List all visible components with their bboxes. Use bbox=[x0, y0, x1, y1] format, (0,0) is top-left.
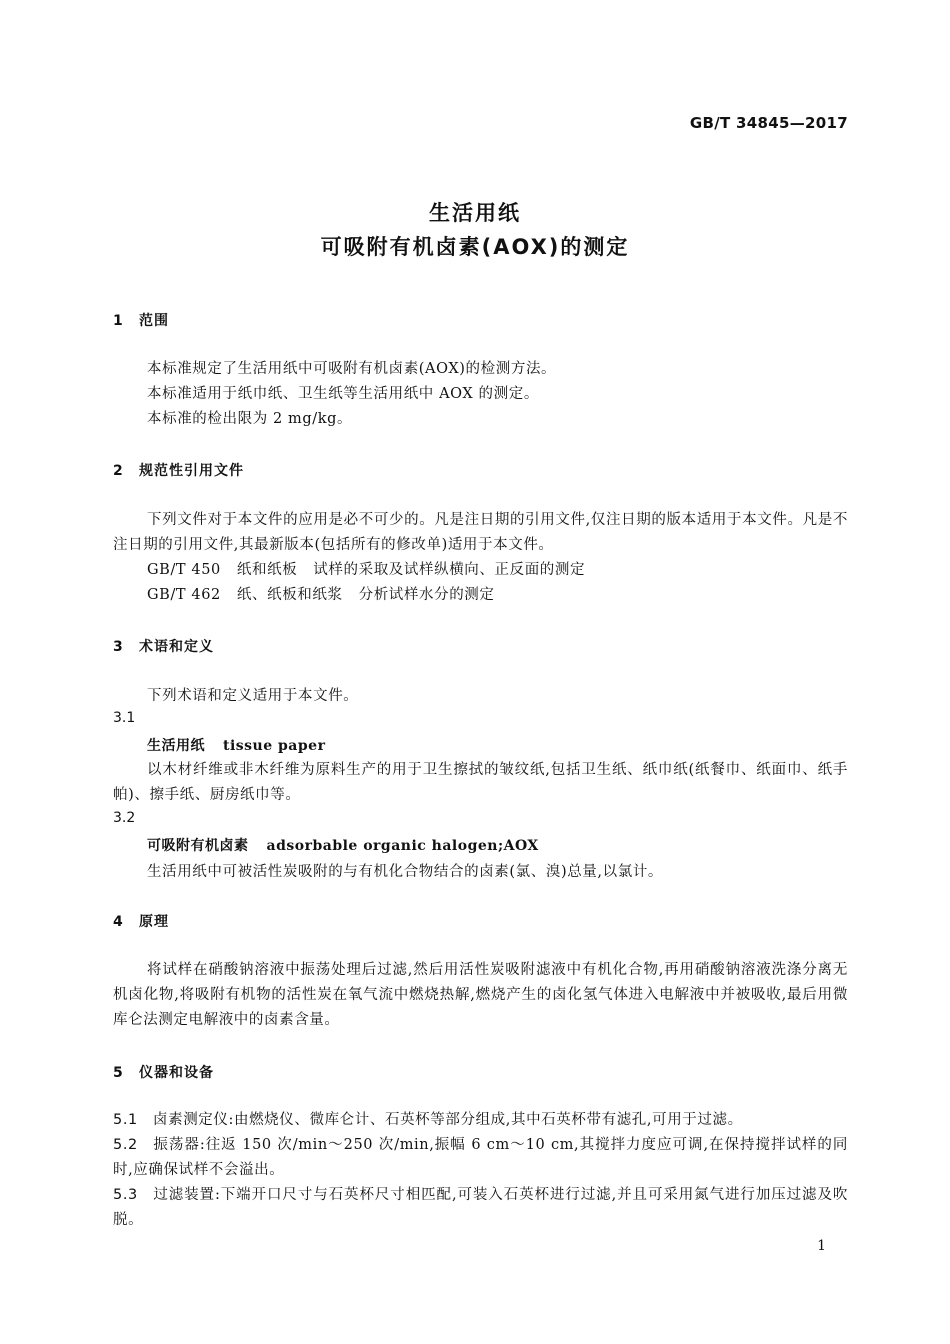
reference-code: GB/T 450 bbox=[147, 562, 221, 578]
item-number: 5.2 bbox=[113, 1137, 138, 1153]
section-number: 5 bbox=[113, 1065, 124, 1081]
item-number: 5.1 bbox=[113, 1112, 138, 1128]
reference-code: GB/T 462 bbox=[147, 587, 221, 603]
term-en: tissue paper bbox=[223, 738, 326, 754]
reference-title: 纸、纸板和纸浆 bbox=[236, 587, 343, 603]
item-number: 5.3 bbox=[113, 1187, 138, 1203]
list-item bbox=[113, 1183, 848, 1233]
section-title: 术语和定义 bbox=[139, 639, 214, 655]
term-en: adsorbable organic halogen;AOX bbox=[266, 838, 539, 854]
page-number: 1 bbox=[817, 1238, 826, 1254]
section-number: 3 bbox=[113, 639, 124, 655]
term-entry bbox=[147, 835, 539, 855]
term-definition: 生活用纸中可被活性炭吸附的与有机化合物结合的卤素(氯、溴)总量,以氯计。 bbox=[147, 864, 664, 880]
term-cn: 生活用纸 bbox=[147, 738, 205, 754]
item-text: 过滤装置:下端开口尺寸与石英杯尺寸相匹配,可装入石英杯进行过滤,并且可采用氮气进行加压过滤及吹脱。 bbox=[113, 1187, 848, 1228]
item-text: 卤素测定仪:由燃烧仪、微库仑计、石英杯等部分组成,其中石英杯带有滤孔,可用于过滤。 bbox=[153, 1112, 743, 1128]
section-number: 4 bbox=[113, 914, 124, 930]
paragraph: 下列术语和定义适用于本文件。 bbox=[147, 688, 359, 704]
section-3-heading bbox=[113, 636, 214, 656]
document-title-line2: 可吸附有机卤素(AOX)的测定 bbox=[320, 235, 630, 259]
reference-title: 纸和纸板 bbox=[236, 562, 298, 578]
paragraph: 将试样在硝酸钠溶液中振荡处理后过滤,然后用活性炭吸附滤液中有机化合物,再用硝酸钠溶液洗涤分离无机卤化物,将吸附有机物的活性炭在氧气流中燃烧热解,燃烧产生的卤化氢气体进入电解液中并被吸收,最后用微库仑法测定电解液中的卤素含量。 bbox=[113, 962, 848, 1028]
term-number: 3.2 bbox=[113, 810, 136, 826]
paragraph: 本标准适用于纸巾纸、卫生纸等生活用纸中 AOX 的测定。 bbox=[147, 386, 539, 402]
section-number: 1 bbox=[113, 313, 124, 329]
section-title: 范围 bbox=[139, 313, 169, 329]
reference-desc: 分析试样水分的测定 bbox=[358, 587, 495, 603]
term-entry bbox=[147, 735, 325, 755]
section-number: 2 bbox=[113, 463, 124, 479]
paragraph: 下列文件对于本文件的应用是必不可少的。凡是注日期的引用文件,仅注日期的版本适用于本文件。凡是不注日期的引用文件,其最新版本(包括所有的修改单)适用于本文件。 bbox=[113, 512, 848, 553]
section-1-heading bbox=[113, 310, 169, 330]
section-4-heading bbox=[113, 911, 169, 931]
reference-desc: 试样的采取及试样纵横向、正反面的测定 bbox=[313, 562, 586, 578]
reference-item bbox=[147, 583, 495, 604]
section-2-heading bbox=[113, 460, 244, 480]
term-number: 3.1 bbox=[113, 710, 136, 726]
document-title-line1: 生活用纸 bbox=[429, 201, 521, 225]
standard-code: GB/T 34845—2017 bbox=[689, 114, 848, 132]
section-title: 规范性引用文件 bbox=[139, 463, 244, 479]
paragraph: 本标准规定了生活用纸中可吸附有机卤素(AOX)的检测方法。 bbox=[147, 361, 557, 377]
item-text: 振荡器:往返 150 次/min～250 次/min,振幅 6 cm～10 cm,其搅拌力度应可调,在保持搅拌试样的同时,应确保试样不会溢出。 bbox=[113, 1137, 848, 1178]
reference-item bbox=[147, 558, 585, 579]
term-definition: 以木材纤维或非木纤维为原料生产的用于卫生擦拭的皱纹纸,包括卫生纸、纸巾纸(纸餐巾、纸面巾、纸手帕)、擦手纸、厨房纸巾等。 bbox=[113, 762, 848, 803]
section-5-heading bbox=[113, 1062, 214, 1082]
section-title: 仪器和设备 bbox=[139, 1065, 214, 1081]
section-title: 原理 bbox=[139, 914, 169, 930]
list-item bbox=[113, 1108, 848, 1133]
paragraph: 本标准的检出限为 2 mg/kg。 bbox=[147, 411, 353, 427]
term-cn: 可吸附有机卤素 bbox=[147, 838, 249, 854]
list-item bbox=[113, 1133, 848, 1183]
